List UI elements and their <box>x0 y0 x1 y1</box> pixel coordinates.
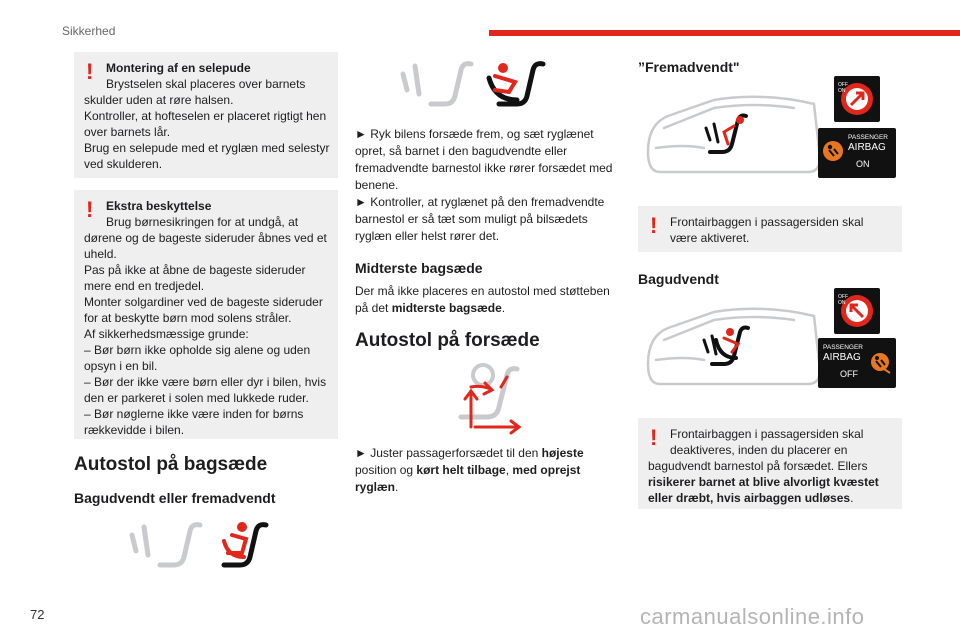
warning-icon: ! <box>86 197 94 222</box>
warning-box-extra-protection <box>74 190 338 439</box>
airbag-on-line3: ON <box>856 159 870 169</box>
warning-second-line: deaktiveres, inden du placerer en <box>670 443 848 457</box>
switch-on-label: ON <box>838 88 846 94</box>
warning-box-forward-airbag <box>638 206 902 252</box>
warning-heading: Ekstra beskyttelse <box>106 199 212 213</box>
subtitle-forward-facing: ”Fremadvendt" <box>638 59 740 75</box>
figure-forward-facing <box>638 80 902 192</box>
section-title-front-seat: Autostol på forsæde <box>355 330 540 351</box>
warning-first-line: Brystselen skal placeres over barnets <box>106 77 306 91</box>
airbag-off-line3: OFF <box>840 369 858 379</box>
figure-rear-seats <box>124 517 338 575</box>
airbag-person-icon <box>822 140 844 162</box>
airbag-switch-off-icon <box>834 288 880 334</box>
airbag-off-person-icon <box>870 352 892 374</box>
warning-icon: ! <box>650 213 658 238</box>
column-middle <box>355 52 617 496</box>
warning-text: bagudvendt barnestol på forsædet. Ellers risikerer barnet at blive alvorligt kvæstet eller dræbt, hvis airbaggen udløses. <box>648 459 879 505</box>
warning-first-line: Brug børnesikringen for at undgå, at <box>106 215 299 229</box>
warning-icon: ! <box>86 59 94 84</box>
watermark: carmanualsonline.info <box>640 604 865 629</box>
warning-heading: Montering af en selepude <box>106 61 251 75</box>
front-seat-shape <box>132 525 200 565</box>
warning-text: dørene og de bageste sideruder åbnes ved et uheld. Pas på ikke at åbne de bageste sideruder mere end en tredjedel. Monter solgardiner ved de bageste sideruder for at beskytte børn mod solens stråler. Af sikkerhedsmæssige grunde: – Bør børn ikke opholde sig alene og uden opsyn i en bil. – Bør der ikke være børn eller dyr i bilen, hvis den er parkeret i solen med lukkede ruder. – Bør nøglerne ikke være inden for børns rækkevidde i bilen. <box>84 231 327 437</box>
child-seat-shape <box>224 522 247 557</box>
figure-front-seat-moved <box>399 56 617 116</box>
airbag-on-line2: AIRBAG <box>848 142 886 153</box>
instruction-text-2: ► Juster passagerforsædet til den højeste position og kørt helt tilbage, med oprejst ryglæn. <box>355 446 584 494</box>
instruction-text-1b: ► Kontroller, at ryglænet på den fremadvendte barnestol er så tæt som muligt på bilsædets ryglæn eller helst rører det. <box>355 195 605 243</box>
airbag-on-line1: PASSENGER <box>848 134 888 141</box>
instruction-text-1a: ► Ryk bilens forsæde frem, og sæt ryglænet opret, så barnet i den bagudvendte eller fremadvendte barnestol ikke rører forsædet med benene. <box>355 127 613 192</box>
column-left <box>74 52 338 575</box>
airbag-off-line1: PASSENGER <box>823 344 863 351</box>
header-accent-bar <box>489 30 960 36</box>
warning-box-booster <box>74 52 338 178</box>
passenger-airbag-on-indicator <box>818 128 896 178</box>
warning-first-line: Frontairbaggen i passagersiden skal <box>670 427 864 441</box>
car-outline-rear <box>644 300 824 400</box>
warning-icon: ! <box>650 425 658 450</box>
car-outline-forward <box>644 88 824 188</box>
switch-on-label: ON <box>838 300 846 306</box>
figure-rear-facing <box>638 294 902 404</box>
warning-text: skulder uden at røre halsen. Kontroller, at hofteselen er placeret rigtigt hen over barnets lår. Brug en selepude med et ryglæn med selestyr ved skulderen. <box>84 93 330 171</box>
warning-first-line: Frontairbaggen i passagersiden skal <box>670 215 864 229</box>
warning-text: være aktiveret. <box>670 231 750 245</box>
column-right <box>638 52 902 509</box>
running-header: Sikkerhed <box>62 24 116 38</box>
section-title-rear-seat: Autostol på bagsæde <box>74 454 268 475</box>
airbag-switch-on-icon <box>834 76 880 122</box>
subtitle-rear-forward: Bagudvendt eller fremadvendt <box>74 490 276 506</box>
switch-off-label: OFF <box>838 294 848 300</box>
warning-box-rear-airbag <box>638 418 902 509</box>
page-number: 72 <box>30 607 45 622</box>
passenger-airbag-off-indicator <box>818 338 896 388</box>
subtitle-middle-seat: Midterste bagsæde <box>355 260 483 276</box>
switch-off-label: OFF <box>838 82 848 88</box>
middle-seat-text: Der må ikke placeres en autostol med støtteben på det midterste bagsæde. <box>355 284 610 315</box>
subtitle-rear-facing: Bagudvendt <box>638 271 719 287</box>
airbag-off-line2: AIRBAG <box>823 352 861 363</box>
figure-front-seat-adjust <box>421 363 617 439</box>
